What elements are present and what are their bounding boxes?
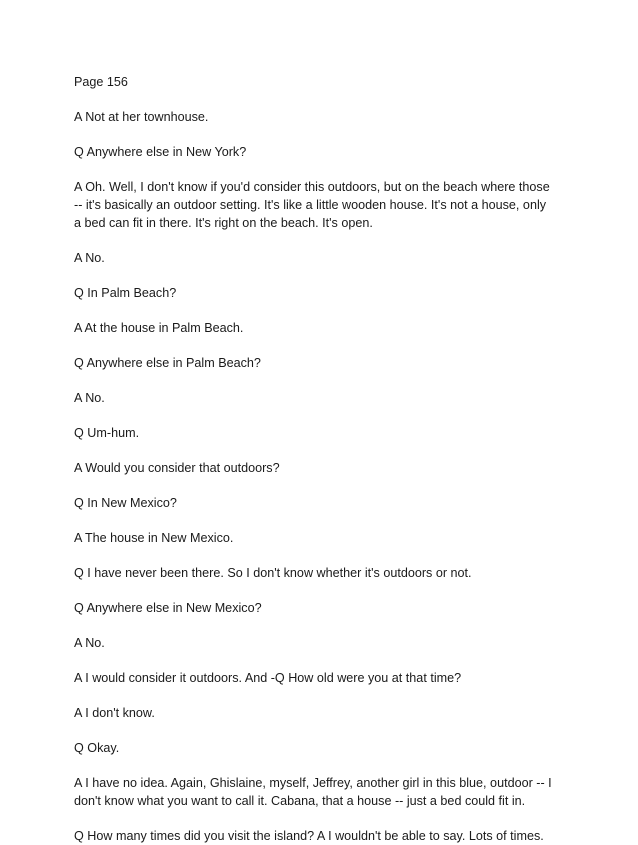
transcript-line: A I have no idea. Again, Ghislaine, myself, Jeffrey, another girl in this blue, outdoor -- I don't know what you want to call it. Cabana, that a house -- just a bed could fit in. — [74, 776, 552, 808]
transcript-line: A No. — [74, 636, 105, 650]
transcript-line: Q Anywhere else in New Mexico? — [74, 601, 262, 615]
transcript-line: A The house in New Mexico. — [74, 531, 234, 545]
page-label: Page 156 — [74, 75, 128, 89]
transcript-line: A Would you consider that outdoors? — [74, 461, 280, 475]
transcript-line: Q I have never been there. So I don't know whether it's outdoors or not. — [74, 566, 472, 580]
transcript-line: A At the house in Palm Beach. — [74, 321, 244, 335]
transcript-line: Q Anywhere else in Palm Beach? — [74, 356, 261, 370]
transcript-line: Q Anywhere else in New York? — [74, 145, 247, 159]
transcript-line: A No. — [74, 251, 105, 265]
transcript-line: A I don't know. — [74, 706, 155, 720]
transcript-line: Q How many times did you visit the island? A I wouldn't be able to say. Lots of times. — [74, 829, 544, 843]
transcript-line: A Not at her townhouse. — [74, 110, 209, 124]
transcript-line: A I would consider it outdoors. And -Q How old were you at that time? — [74, 671, 462, 685]
transcript-line: A No. — [74, 391, 105, 405]
transcript-line: Q Um-hum. — [74, 426, 140, 440]
transcript-line: A Oh. Well, I don't know if you'd consider this outdoors, but on the beach where those -- it's basically an outdoor setting. It's like a little wooden house. It's not a house, only a bed can fit in there. It's right on the beach. It's open. — [74, 180, 550, 230]
transcript-line: Q In New Mexico? — [74, 496, 177, 510]
transcript-line: Q In Palm Beach? — [74, 286, 177, 300]
transcript-line: Q Okay. — [74, 741, 120, 755]
